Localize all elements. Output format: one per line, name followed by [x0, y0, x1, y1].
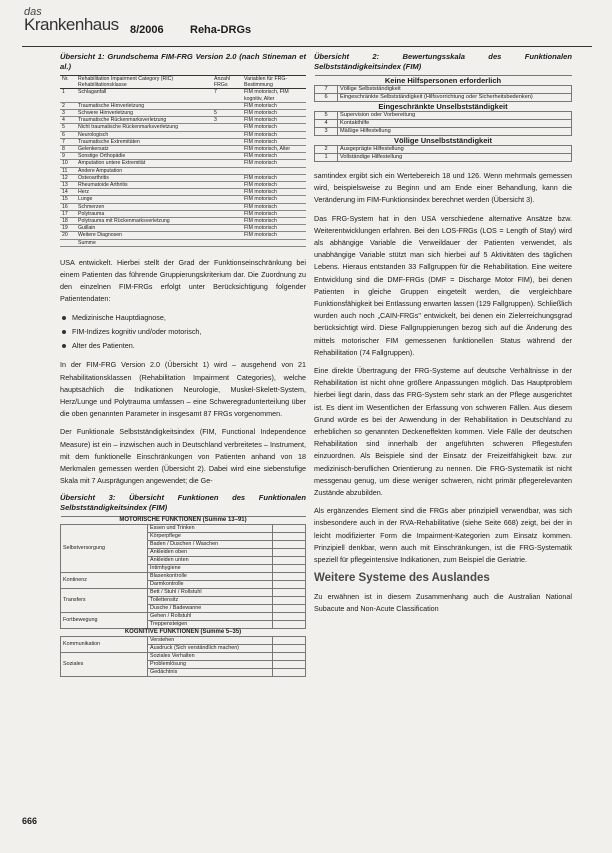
score-box	[273, 549, 306, 557]
table-row	[61, 525, 306, 533]
left-column	[60, 52, 306, 677]
function-item: Bett / Stuhl / Rollstuhl	[148, 589, 273, 597]
table-row	[60, 146, 306, 153]
function-group: Fortbewegung	[61, 613, 148, 629]
table-row	[315, 120, 572, 128]
function-group: Transfers	[61, 589, 148, 613]
table-cell: FIM motorisch	[242, 102, 306, 109]
scale-level: 3	[315, 128, 338, 136]
table-row	[60, 131, 306, 138]
table-cell: 17	[60, 210, 76, 217]
table-cell: Osteoarthritis	[76, 174, 212, 181]
table1	[60, 75, 306, 247]
function-item: Essen und Trinken	[148, 525, 273, 533]
list-item: FIM-Indizes kognitiv und/oder motorisch,	[60, 326, 306, 338]
table-row	[60, 182, 306, 189]
function-group: Kommunikation	[61, 637, 148, 653]
table-cell: FIM motorisch	[242, 210, 306, 217]
table-row	[60, 167, 306, 174]
table-cell: FIM motorisch, FIM kognitiv, Alter	[242, 89, 306, 102]
table-cell: FIM motorisch	[242, 110, 306, 117]
function-item: Toilettensitz	[148, 597, 273, 605]
section-rubric: Reha-DRGs	[190, 24, 252, 36]
table-cell: 2	[60, 102, 76, 109]
scale-description: Eingeschränkte Selbstständigkeit (Hilfsvorrichtung oder Sicherheitsbedenken)	[338, 94, 572, 102]
table1-header-row	[60, 76, 306, 89]
table-cell: Polytrauma mit Rückenmarksverletzung	[76, 218, 212, 225]
function-item: Ausdruck (Sich verständlich machen)	[148, 645, 273, 653]
function-item: Problemlösung	[148, 661, 273, 669]
scale-section-title: Völlige Unselbstständigkeit	[315, 136, 572, 146]
function-item: Soziales Verhalten	[148, 653, 273, 661]
right-column	[314, 52, 572, 621]
table-cell	[212, 167, 242, 174]
scale-description: Kontakthilfe	[338, 120, 572, 128]
scale-section-row	[315, 76, 572, 86]
table-cell: Schmerzen	[76, 203, 212, 210]
score-box	[273, 653, 306, 661]
table-cell: FIM motorisch	[242, 131, 306, 138]
left-paragraph-2: In der FIM-FRG Version 2.0 (Übersicht 1) wird – ausgehend von 21 Rehabilitationsklassen (Rehabilitation Impairment Categories), welche hauptsächlich die Indikationen Neurologie, Muskel-Skelett-System, Herz/Lunge und Polytrauma umfassen – eine Schweregradunterteilung über die oben genannten Parameter in insgesamt 87 FRGs vorgenommen.	[60, 360, 306, 419]
score-box	[273, 661, 306, 669]
function-item: Körperpflege	[148, 533, 273, 541]
table-cell: FIM motorisch	[242, 203, 306, 210]
table-cell: FIM motorisch	[242, 153, 306, 160]
table-row	[61, 589, 306, 597]
table-cell: 14	[60, 189, 76, 196]
table-cell: FIM motorisch	[242, 225, 306, 232]
table-cell: 18	[60, 218, 76, 225]
table-cell: FIM motorisch	[242, 182, 306, 189]
table-cell	[212, 225, 242, 232]
table-row	[61, 653, 306, 661]
issue-number: 8/2006	[130, 24, 164, 36]
table-cell: Nicht traumatische Rückenmarksverletzung	[76, 124, 212, 131]
table-row	[60, 110, 306, 117]
function-item: Gedächtnis	[148, 669, 273, 677]
table-cell	[212, 196, 242, 203]
table-cell	[212, 160, 242, 167]
scale-level: 4	[315, 120, 338, 128]
function-item: Blasenkontrolle	[148, 573, 273, 581]
table-cell: Polytrauma	[76, 210, 212, 217]
journal-logo: Krankenhaus	[24, 15, 119, 34]
right-paragraph-5: Zu erwähnen ist in diesem Zusammenhang auch die Australian National Subacute and Non-Acute Classification	[314, 591, 572, 613]
function-item: Ankleiden oben	[148, 549, 273, 557]
table-cell: 8	[60, 146, 76, 153]
table-cell: Amputation untere Extremität	[76, 160, 212, 167]
table-cell: 3	[212, 117, 242, 124]
table-cell: 3	[60, 110, 76, 117]
table-cell: FIM motorisch	[242, 138, 306, 145]
table-cell: 9	[60, 153, 76, 160]
section-headline: Weitere Systeme des Auslandes	[314, 572, 490, 585]
scale-description: Ausgeprägte Hilfestellung	[338, 146, 572, 154]
table-cell	[212, 189, 242, 196]
table-cell: 19	[60, 225, 76, 232]
list-item: Medizinische Hauptdiagnose,	[60, 312, 306, 324]
table-cell: Neurologisch	[76, 131, 212, 138]
score-box	[273, 573, 306, 581]
function-item: Treppensteigen	[148, 621, 273, 629]
right-paragraph-1: samtindex ergibt sich ein Wertebereich 18 und 126. Wenn mehrmals gemessen wird, beispielsweise zu Beginn und am Ende einer Behandlung, kann die Veränderung im FIM-Funktionsindex berechnet werden (Übersicht 3).	[314, 171, 572, 205]
table-row	[60, 117, 306, 124]
table-cell: 11	[60, 167, 76, 174]
table-cell	[212, 218, 242, 225]
left-paragraph-1: USA entwickelt. Hierbei stellt der Grad der Funktionseinschränkung bei einem Patienten das führende Gruppierungskriterium dar. Die Zuordnung zu den einzelnen FIM-FRGs erfolgt unter Berücksichtigung folgender Patientendaten:	[60, 257, 306, 304]
table-cell: 5	[60, 124, 76, 131]
score-box	[273, 621, 306, 629]
function-item: Intimhygiene	[148, 565, 273, 573]
table-row	[60, 189, 306, 196]
score-box	[273, 525, 306, 533]
table-cell	[212, 138, 242, 145]
table-row	[60, 138, 306, 145]
patient-data-list	[60, 312, 306, 353]
scale-section-row	[315, 102, 572, 112]
table-cell: Summe	[76, 239, 212, 246]
table-row	[60, 218, 306, 225]
table-cell: Guillain	[76, 225, 212, 232]
table-cell	[212, 210, 242, 217]
table-cell: FIM motorisch	[242, 160, 306, 167]
score-box	[273, 645, 306, 653]
function-item: Dusche / Badewanne	[148, 605, 273, 613]
left-paragraph-3: Der Funktionale Selbstständigkeitsindex (FIM, Functional Independence Measure) ist ein – inzwischen auch in Deutschland verbreitetes – Instrument, mit dem funktionelle Einschränkungen von Patienten anhand von 18 Merkmalen gemessen werden (Übersicht 2). Dabei wird eine siebenstufige Skala mit 7 Ausprägungen angewendet; die Ge-	[60, 427, 306, 486]
table1-header-cell: Rehabilitation Impairment Category (RIC) Rehabilitationsklasse	[76, 76, 212, 89]
scale-section-title: Keine Hilfspersonen erforderlich	[315, 76, 572, 86]
table-cell	[212, 232, 242, 239]
table-cell	[212, 203, 242, 210]
function-section-title: MOTORISCHE FUNKTIONEN (Summe 13–91)	[61, 517, 306, 525]
scale-level: 7	[315, 86, 338, 94]
table-row	[61, 637, 306, 645]
scale-level: 2	[315, 146, 338, 154]
scale-section-row	[315, 136, 572, 146]
scale-level: 1	[315, 154, 338, 162]
score-box	[273, 637, 306, 645]
table-cell	[60, 239, 76, 246]
function-group: Soziales	[61, 653, 148, 677]
table-cell: Herz	[76, 189, 212, 196]
function-group: Kontinenz	[61, 573, 148, 589]
table-cell: Lunge	[76, 196, 212, 203]
table-cell	[212, 182, 242, 189]
table-cell: FIM motorisch	[242, 174, 306, 181]
score-box	[273, 581, 306, 589]
table-cell: FIM motorisch	[242, 218, 306, 225]
table-cell: FIM motorisch	[242, 117, 306, 124]
table-cell: FIM motorisch	[242, 124, 306, 131]
scale-description: Völlige Selbstständigkeit	[338, 86, 572, 94]
function-item: Verstehen	[148, 637, 273, 645]
table3	[60, 516, 306, 677]
table-row	[60, 239, 306, 246]
table-row	[315, 128, 572, 136]
table-cell: 20	[60, 232, 76, 239]
function-item: Darmkontrolle	[148, 581, 273, 589]
scale-description: Mäßige Hilfestellung	[338, 128, 572, 136]
scale-description: Supervision oder Vorbereitung	[338, 112, 572, 120]
page-number: 666	[22, 816, 38, 826]
function-section-row	[61, 629, 306, 637]
table-row	[315, 112, 572, 120]
table-cell	[212, 131, 242, 138]
table-cell: 7	[60, 138, 76, 145]
table-row	[60, 160, 306, 167]
table-row	[315, 86, 572, 94]
scale-level: 5	[315, 112, 338, 120]
table2-caption: Übersicht 2: Bewertungsskala des Funktionalen Selbstständigkeitsindex (FIM)	[314, 52, 572, 71]
score-box	[273, 605, 306, 613]
function-section-row	[61, 517, 306, 525]
table-row	[60, 102, 306, 109]
table-row	[60, 232, 306, 239]
function-item: Gehen / Rollstuhl	[148, 613, 273, 621]
table-cell: Schwere Hirnverletzung	[76, 110, 212, 117]
table-cell: 12	[60, 174, 76, 181]
table-cell: 6	[60, 131, 76, 138]
table-row	[315, 154, 572, 162]
table-row	[315, 94, 572, 102]
table-cell: 13	[60, 182, 76, 189]
score-box	[273, 533, 306, 541]
function-section-title: KOGNITIVE FUNKTIONEN (Summe 5–35)	[61, 629, 306, 637]
table-cell: FIM motorisch	[242, 232, 306, 239]
table-cell: Rheumatoide Arthritis	[76, 182, 212, 189]
table-row	[61, 573, 306, 581]
function-group: Selbstversorgung	[61, 525, 148, 573]
table-cell: Gelenkersatz	[76, 146, 212, 153]
table-row	[60, 210, 306, 217]
table-cell: Traumatische Rückenmarksverletzung	[76, 117, 212, 124]
table-cell: 10	[60, 160, 76, 167]
table-cell	[212, 146, 242, 153]
table-row	[60, 196, 306, 203]
score-box	[273, 589, 306, 597]
table-cell: FIM motorisch, Alter	[242, 146, 306, 153]
table-row	[60, 225, 306, 232]
scale-description: Vollständige Hilfestellung	[338, 154, 572, 162]
table1-caption: Übersicht 1: Grundschema FIM-FRG Version 2.0 (nach Stineman et al.)	[60, 52, 306, 71]
table1-header-cell: Anzahl FRGs	[212, 76, 242, 89]
page-header	[22, 6, 592, 47]
table-row	[60, 203, 306, 210]
table-row	[315, 146, 572, 154]
function-item: Ankleiden unten	[148, 557, 273, 565]
table-cell: 7	[212, 89, 242, 102]
table2	[314, 75, 572, 162]
function-item: Baden / Duschen / Waschen	[148, 541, 273, 549]
score-box	[273, 557, 306, 565]
table-cell: Weitere Diagnosen	[76, 232, 212, 239]
table-cell: Traumatische Hirnverletzung	[76, 102, 212, 109]
table-cell	[212, 153, 242, 160]
table-cell: Sonstige Orthopädie	[76, 153, 212, 160]
table-cell: 1	[60, 89, 76, 102]
table-cell	[242, 239, 306, 246]
table-row	[61, 613, 306, 621]
table1-header-cell: Variablen für FRG-Bestimmung	[242, 76, 306, 89]
table-row	[60, 89, 306, 102]
table-cell: Schlaganfall	[76, 89, 212, 102]
table-cell	[242, 167, 306, 174]
table-cell: Andere Amputation	[76, 167, 212, 174]
right-paragraph-2: Das FRG-System hat in den USA verschiedene alternative Ansätze bzw. Weiterentwicklungen erfahren. Bei den LOS-FRGs (LOS = Length of Stay) wird als abhängige Variable die Verweildauer der Patienten verwendet, als unabhängige Variable stützt man sich hierbei auf 5 Aktivitäten des täglichen Lebens. Hieraus entstanden 33 Fallgruppen für die Rehabilitation. Eine weitere Entwicklung sind die DMF-FRGs (DMF = Discharge Motor FIM), bei denen Patienten in gleiche Gruppen eingeteilt werden, die vergleichbare Funktionsfähigkeit bei Entlassung erwarten lassen (129 Fallgruppen). Schließlich wurden auch noch „CAIN-FRGs" entwickelt, bei denen ein Zielerreichungsgrad berücksichtigt wird. Diese Fallgruppierungen bezog sich auf die Änderung des mittels motorischer FIM gemessenen funktionellen Status während der Rehabilitation (74 Fallgruppen).	[314, 213, 572, 357]
table3-caption: Übersicht 3: Übersicht Funktionen des Funktionalen Selbstständigkeitsindex (FIM)	[60, 493, 306, 513]
table-cell: 15	[60, 196, 76, 203]
score-box	[273, 669, 306, 677]
list-item: Alter des Patienten.	[60, 340, 306, 352]
scale-section-title: Eingeschränkte Unselbstständigkeit	[315, 102, 572, 112]
table-cell: 4	[60, 117, 76, 124]
journal-logo-small: das	[24, 6, 42, 18]
table-row	[60, 174, 306, 181]
table-cell	[212, 239, 242, 246]
right-paragraph-4: Als ergänzendes Element sind die FRGs aber prinzipiell verwendbar, was sich insbesondere auch in der RVA-Rehabilitative (siehe Seite 668) zeigt, bei der in leicht modifizierter Form die Impairment-Kategorien zum Einsatz kommen. Prinzipiell denkbar, wenn auch mit Einschränkungen, ist die FRG-Systematik speziell für pflegeintensive Indikationen, zum Beispiel die Geriatrie.	[314, 506, 572, 565]
table-cell: Traumatische Extremitäten	[76, 138, 212, 145]
table-cell: FIM motorisch	[242, 196, 306, 203]
score-box	[273, 565, 306, 573]
table-cell: 16	[60, 203, 76, 210]
table-cell	[212, 124, 242, 131]
table1-header-cell: Nr.	[60, 76, 76, 89]
score-box	[273, 597, 306, 605]
table-cell	[212, 102, 242, 109]
table-cell: 5	[212, 110, 242, 117]
table-cell: FIM motorisch	[242, 189, 306, 196]
score-box	[273, 613, 306, 621]
scale-level: 6	[315, 94, 338, 102]
right-paragraph-3: Eine direkte Übertragung der FRG-Systeme auf deutsche Verhältnisse in der Rehabilitation ist nicht ohne größere Anpassungen möglich. Das Hauptproblem hierbei liegt darin, dass das FRG-System sehr stark an der Pflege ausgerichtet ist. Es dient im Wesentlichen der Erfassung von schweren Fällen. Aus diesem Grund würde es bei der Anwendung in der Rehabilitation in Deutschland zu erheblichen so genannten Deckeneffekten kommen. Viele Fälle der deutschen Rehabilitation sind innerhalb der angeführten schweren Pflegestufen einzuordnen. Als Beispiele sind der Einsatz der Freizeitfähigkeit bzw. zur medizinisch-beruflichen Orientierung zu nennen. Die FRG-Systematik ist nicht messgenau genug, um diese weniger schweren, nicht primär pflegerelevanten Zustände abzubilden.	[314, 366, 572, 498]
table-row	[60, 153, 306, 160]
table-row	[60, 124, 306, 131]
score-box	[273, 541, 306, 549]
table-cell	[212, 174, 242, 181]
